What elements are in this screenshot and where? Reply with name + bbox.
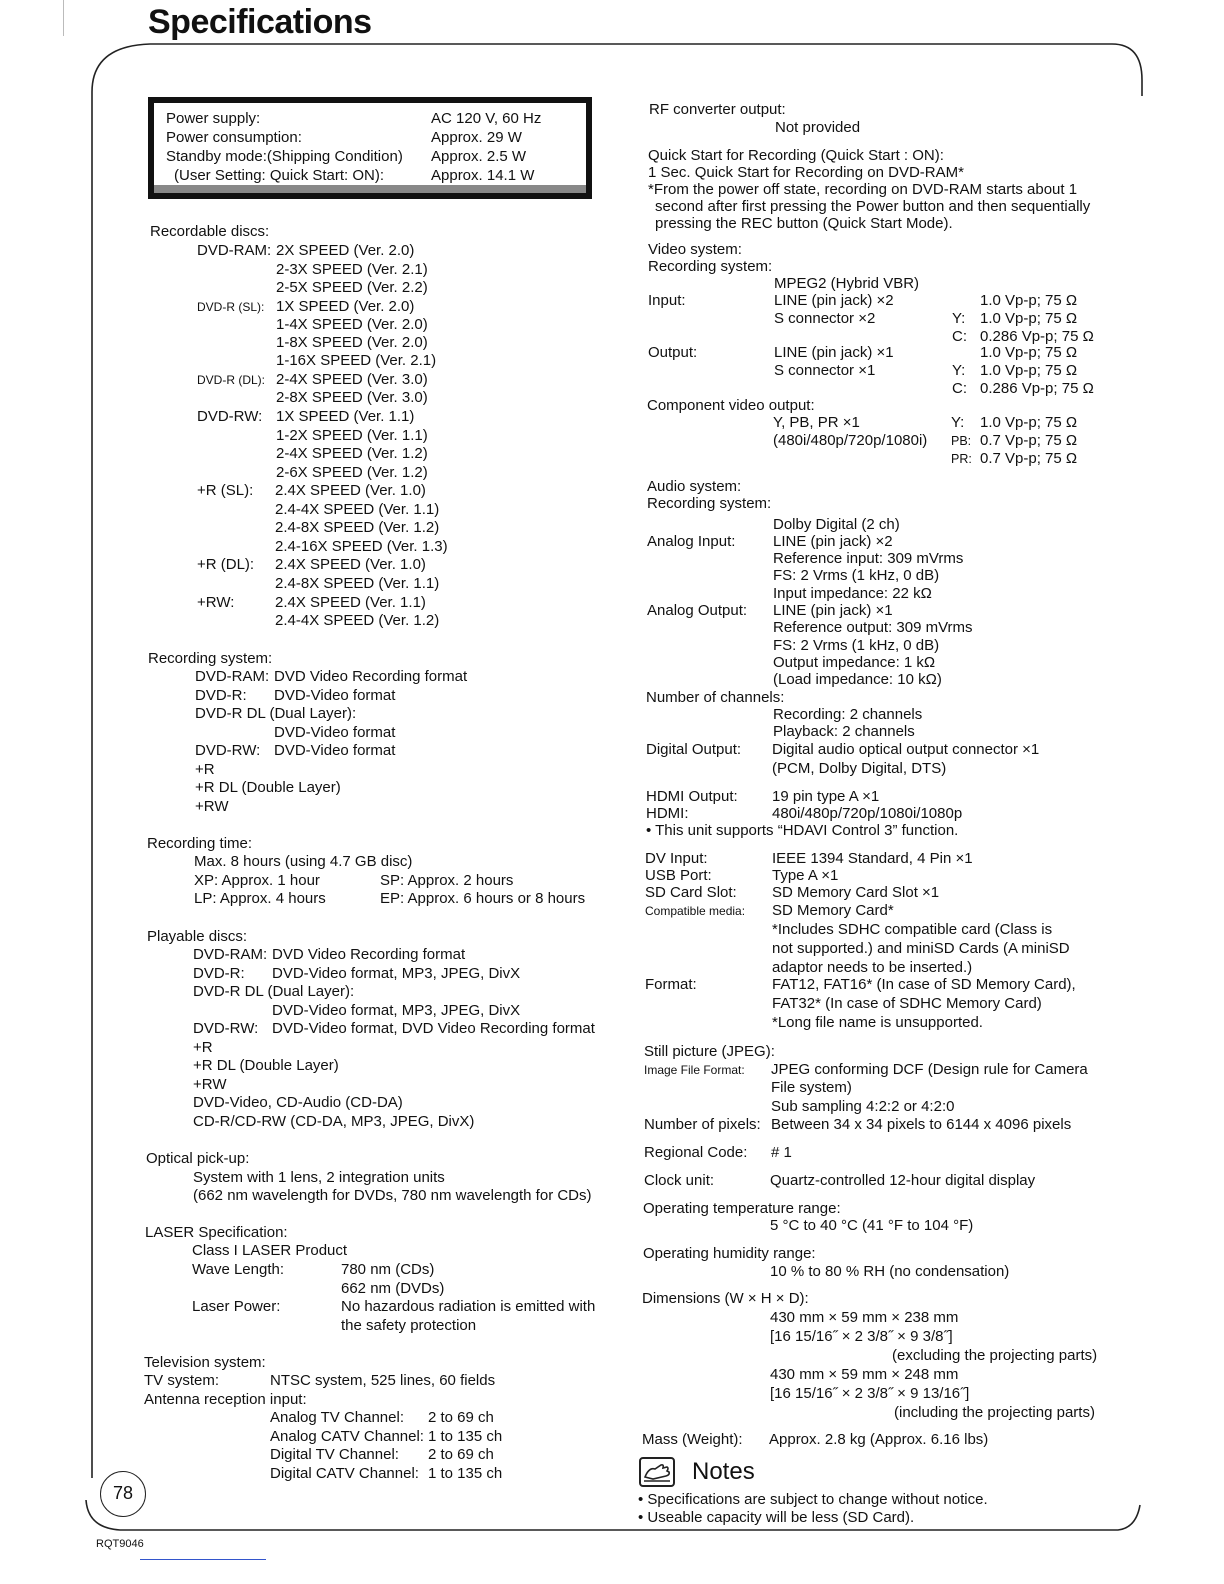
spec-value: 2.4-4X SPEED (Ver. 1.2) <box>275 612 440 629</box>
spec-value: FS: 2 Vrms (1 kHz, 0 dB) <box>773 567 940 584</box>
spec-value: Between 34 x 34 pixels to 6144 x 4096 pixels <box>771 1116 1072 1133</box>
spec-value: 480i/480p/720p/1080i/1080p <box>772 805 963 822</box>
spec-value: DVD Video Recording format <box>274 668 468 685</box>
spec-label: Recording system: <box>647 495 772 512</box>
power-value: Approx. 2.5 W <box>431 148 527 165</box>
spec-label: HDMI Output: <box>646 788 738 805</box>
spec-label: Clock unit: <box>644 1172 715 1189</box>
spec-value: S connector ×2 <box>774 310 876 327</box>
spec-label: Wave Length: <box>192 1261 284 1278</box>
spec-label: Y: <box>951 414 965 431</box>
spec-label: Output: <box>648 344 698 361</box>
spec-value: 1.0 Vp-p; 75 Ω <box>980 292 1078 309</box>
spec-value: (including the projecting parts) <box>894 1404 1095 1421</box>
spec-value: DVD-Video format, MP3, JPEG, DivX <box>272 965 521 982</box>
box-shadow <box>154 185 586 193</box>
spec-label: DVD-R DL (Dual Layer): <box>195 705 357 722</box>
spec-value: No hazardous radiation is emitted with <box>341 1298 596 1315</box>
spec-value: 1.0 Vp-p; 75 Ω <box>980 310 1078 327</box>
spec-label: Digital Output: <box>646 741 742 758</box>
spec-value: 2.4-16X SPEED (Ver. 1.3) <box>275 538 448 555</box>
spec-value: Not provided <box>775 119 861 136</box>
spec-value: S connector ×1 <box>774 362 876 379</box>
spec-value: Digital audio optical output connector ×1 <box>772 741 1040 758</box>
section-heading: Component video output: <box>647 397 815 414</box>
spec-label: Mass (Weight): <box>642 1431 743 1448</box>
spec-value: IEEE 1394 Standard, 4 Pin ×1 <box>772 850 973 867</box>
footer-line <box>140 1559 266 1560</box>
spec-value: DVD-Video format, DVD Video Recording format <box>272 1020 595 1037</box>
spec-label: Compatible media: <box>645 904 746 918</box>
spec-value: Input impedance: 22 kΩ <box>773 585 932 602</box>
spec-value: DVD-Video format <box>274 724 396 741</box>
power-label: Standby mode:(Shipping Condition) <box>166 148 403 165</box>
spec-label: DVD-RAM: <box>193 946 268 963</box>
spec-value: Max. 8 hours (using 4.7 GB disc) <box>194 853 413 870</box>
power-value: AC 120 V, 60 Hz <box>431 110 542 127</box>
spec-label: +R (DL): <box>197 556 255 573</box>
spec-label: Analog CATV Channel: <box>270 1428 424 1445</box>
spec-label: DVD-R: <box>195 687 247 704</box>
spec-value: (excluding the projecting parts) <box>892 1347 1098 1364</box>
spec-value: LP: Approx. 4 hours <box>194 890 326 907</box>
power-value: Approx. 29 W <box>431 129 522 146</box>
spec-value: 662 nm (DVDs) <box>341 1280 445 1297</box>
spec-label: +RW <box>195 798 229 815</box>
spec-value: DVD-Video format, MP3, JPEG, DivX <box>272 1002 521 1019</box>
spec-value: 0.7 Vp-p; 75 Ω <box>980 432 1078 449</box>
spec-value: MPEG2 (Hybrid VBR) <box>774 275 920 292</box>
spec-value: 1 Sec. Quick Start for Recording on DVD-RAM* <box>648 164 964 181</box>
spec-value: System with 1 lens, 2 integration units <box>193 1169 445 1186</box>
spec-value: 1.0 Vp-p; 75 Ω <box>980 344 1078 361</box>
spec-value: 1 to 135 ch <box>428 1428 503 1445</box>
spec-label: +RW: <box>197 594 235 611</box>
spec-value: pressing the REC button (Quick Start Mode). <box>655 215 953 232</box>
power-value: Approx. 14.1 W <box>431 167 535 184</box>
spec-label: TV system: <box>144 1372 220 1389</box>
spec-value: [16 15/16˝ × 2 3/8˝ × 9 3/8˝] <box>770 1328 953 1345</box>
spec-value: 1-16X SPEED (Ver. 2.1) <box>276 352 437 369</box>
spec-label: Image File Format: <box>644 1063 745 1077</box>
spec-value: LINE (pin jack) ×1 <box>773 602 893 619</box>
spec-value: FAT12, FAT16* (In case of SD Memory Card), <box>772 976 1076 993</box>
spec-value: Approx. 2.8 kg (Approx. 6.16 lbs) <box>769 1431 989 1448</box>
spec-label: Laser Power: <box>192 1298 281 1315</box>
section-heading: Recordable discs: <box>150 223 270 240</box>
spec-value: second after first pressing the Power button and then sequentially <box>655 198 1091 215</box>
spec-value: DVD-Video, CD-Audio (CD-DA) <box>193 1094 403 1111</box>
spec-value: DVD Video Recording format <box>272 946 466 963</box>
spec-value: 1X SPEED (Ver. 1.1) <box>276 408 415 425</box>
spec-label: DVD-R (DL): <box>197 373 265 387</box>
spec-label: DV Input: <box>645 850 708 867</box>
spec-value: Dolby Digital (2 ch) <box>773 516 900 533</box>
section-heading: Optical pick-up: <box>146 1150 250 1167</box>
spec-label: C: <box>952 380 967 397</box>
spec-value: # 1 <box>771 1144 792 1161</box>
section-heading: Dimensions (W × H × D): <box>642 1290 809 1307</box>
spec-value: the safety protection <box>341 1317 477 1334</box>
spec-value: File system) <box>771 1079 852 1096</box>
spec-label: Format: <box>645 976 697 993</box>
spec-value: not supported.) and miniSD Cards (A miniSD <box>772 940 1070 957</box>
spec-value: 2-3X SPEED (Ver. 2.1) <box>276 261 428 278</box>
spec-label: +R <box>195 761 215 778</box>
spec-value: Sub sampling 4:2:2 or 4:2:0 <box>771 1098 955 1115</box>
section-heading: Audio system: <box>647 478 742 495</box>
spec-value: adaptor needs to be inserted.) <box>772 959 973 976</box>
spec-value: 2-6X SPEED (Ver. 1.2) <box>276 464 428 481</box>
spec-value: [16 15/16˝ × 2 3/8˝ × 9 13/16˝] <box>770 1385 970 1402</box>
spec-label: DVD-RW: <box>193 1020 259 1037</box>
spec-label: Regional Code: <box>644 1144 748 1161</box>
spec-value: 0.286 Vp-p; 75 Ω <box>980 380 1094 397</box>
spec-label: Antenna reception input: <box>144 1391 307 1408</box>
spec-value: SD Memory Card* <box>772 902 894 919</box>
note-item: • Useable capacity will be less (SD Card). <box>638 1509 915 1526</box>
spec-label: SD Card Slot: <box>645 884 737 901</box>
spec-value: (PCM, Dolby Digital, DTS) <box>772 760 947 777</box>
spec-value: FAT32* (In case of SDHC Memory Card) <box>772 995 1042 1012</box>
spec-value: 2-8X SPEED (Ver. 3.0) <box>276 389 428 406</box>
spec-label: Y: <box>952 362 966 379</box>
spec-value: 1-8X SPEED (Ver. 2.0) <box>276 334 428 351</box>
spec-value: 2.4-8X SPEED (Ver. 1.2) <box>275 519 440 536</box>
spec-value: Y, PB, PR ×1 <box>773 414 860 431</box>
spec-value: 780 nm (CDs) <box>341 1261 435 1278</box>
spec-label: Recording system: <box>648 258 773 275</box>
spec-value: FS: 2 Vrms (1 kHz, 0 dB) <box>773 637 940 654</box>
spec-label: USB Port: <box>645 867 712 884</box>
spec-value: 1X SPEED (Ver. 2.0) <box>276 298 415 315</box>
spec-value: 2.4X SPEED (Ver. 1.1) <box>275 594 426 611</box>
spec-value: *Includes SDHC compatible card (Class is <box>772 921 1053 938</box>
spec-value: 0.7 Vp-p; 75 Ω <box>980 450 1078 467</box>
spec-value: 1-2X SPEED (Ver. 1.1) <box>276 427 428 444</box>
spec-value: (662 nm wavelength for DVDs, 780 nm wavelength for CDs) <box>193 1187 592 1204</box>
spec-value: 430 mm × 59 mm × 248 mm <box>770 1366 959 1383</box>
section-heading: Recording system: <box>148 650 273 667</box>
note-item: • Specifications are subject to change without notice. <box>638 1491 988 1508</box>
spec-value: 1.0 Vp-p; 75 Ω <box>980 414 1078 431</box>
spec-value: LINE (pin jack) ×1 <box>774 344 894 361</box>
power-label: Power supply: <box>166 110 261 127</box>
spec-label: PB: <box>951 434 972 448</box>
spec-value: 0.286 Vp-p; 75 Ω <box>980 328 1094 345</box>
spec-label: DVD-R DL (Dual Layer): <box>193 983 355 1000</box>
spec-value: Quartz-controlled 12-hour digital display <box>770 1172 1036 1189</box>
section-heading: Operating humidity range: <box>643 1245 816 1262</box>
spec-label: DVD-RW: <box>195 742 261 759</box>
spec-value: Reference output: 309 mVrms <box>773 619 973 636</box>
spec-value: (Load impedance: 10 kΩ) <box>773 671 942 688</box>
spec-label: +R DL (Double Layer) <box>193 1057 339 1074</box>
spec-label: DVD-R (SL): <box>197 300 265 314</box>
spec-value: NTSC system, 525 lines, 60 fields <box>270 1372 496 1389</box>
spec-value: Playback: 2 channels <box>773 723 915 740</box>
spec-label: Input: <box>648 292 686 309</box>
spec-value: Type A ×1 <box>772 867 839 884</box>
spec-label: Analog Input: <box>647 533 736 550</box>
spec-label: Analog TV Channel: <box>270 1409 404 1426</box>
spec-value: JPEG conforming DCF (Design rule for Camera <box>771 1061 1088 1078</box>
spec-value: SD Memory Card Slot ×1 <box>772 884 940 901</box>
spec-label: C: <box>952 328 967 345</box>
spec-value: Class I LASER Product <box>192 1242 348 1259</box>
section-heading: Still picture (JPEG): <box>644 1043 775 1060</box>
spec-label: Y: <box>952 310 966 327</box>
spec-value: 2.4X SPEED (Ver. 1.0) <box>275 556 426 573</box>
spec-value: 2-5X SPEED (Ver. 2.2) <box>276 279 428 296</box>
spec-value: 430 mm × 59 mm × 238 mm <box>770 1309 959 1326</box>
section-heading: Video system: <box>648 241 742 258</box>
document-code: RQT9046 <box>96 1538 144 1550</box>
spec-value: 1-4X SPEED (Ver. 2.0) <box>276 316 428 333</box>
page-number: 78 <box>100 1471 146 1517</box>
spec-value: 1.0 Vp-p; 75 Ω <box>980 362 1078 379</box>
spec-value: 2 to 69 ch <box>428 1409 494 1426</box>
section-heading: RF converter output: <box>649 101 786 118</box>
spec-value: 2 to 69 ch <box>428 1446 494 1463</box>
power-label: (User Setting: Quick Start: ON): <box>174 167 385 184</box>
spec-value: *From the power off state, recording on DVD-RAM starts about 1 <box>648 181 1078 198</box>
spec-label: DVD-RAM: <box>197 242 272 259</box>
section-heading: LASER Specification: <box>145 1224 288 1241</box>
page-title: Specifications <box>148 3 372 41</box>
spec-value: Reference input: 309 mVrms <box>773 550 964 567</box>
spec-label: Analog Output: <box>647 602 748 619</box>
spec-value: 2-4X SPEED (Ver. 1.2) <box>276 445 428 462</box>
spec-value: 10 % to 80 % RH (no condensation) <box>770 1263 1010 1280</box>
margin-line <box>63 0 64 36</box>
spec-label: Number of pixels: <box>644 1116 761 1133</box>
spec-value: LINE (pin jack) ×2 <box>773 533 893 550</box>
section-heading: Playable discs: <box>147 928 248 945</box>
spec-value: 2X SPEED (Ver. 2.0) <box>276 242 415 259</box>
spec-label: +RW <box>193 1076 227 1093</box>
spec-value: 2.4-4X SPEED (Ver. 1.1) <box>275 501 440 518</box>
spec-value: (480i/480p/720p/1080i) <box>773 432 928 449</box>
spec-value: Recording: 2 channels <box>773 706 923 723</box>
spec-value: 19 pin type A ×1 <box>772 788 880 805</box>
spec-label: PR: <box>951 452 972 466</box>
spec-value: 2.4-8X SPEED (Ver. 1.1) <box>275 575 440 592</box>
spec-label: DVD-RAM: <box>195 668 270 685</box>
spec-value: LINE (pin jack) ×2 <box>774 292 894 309</box>
spec-label: HDMI: <box>646 805 689 822</box>
section-heading: Quick Start for Recording (Quick Start : ON): <box>648 147 944 164</box>
spec-label: Digital TV Channel: <box>270 1446 399 1463</box>
spec-label: DVD-R: <box>193 965 245 982</box>
notes-title: Notes <box>692 1458 755 1485</box>
spec-value: Output impedance: 1 kΩ <box>773 654 936 671</box>
spec-value: 2-4X SPEED (Ver. 3.0) <box>276 371 428 388</box>
section-heading: Operating temperature range: <box>643 1200 841 1217</box>
spec-value: SP: Approx. 2 hours <box>380 872 514 889</box>
notes-hand-icon <box>639 1457 675 1487</box>
spec-label: DVD-RW: <box>197 408 263 425</box>
section-heading: Number of channels: <box>646 689 785 706</box>
spec-value: 5 °C to 40 °C (41 °F to 104 °F) <box>770 1217 974 1234</box>
spec-label: +R DL (Double Layer) <box>195 779 341 796</box>
power-label: Power consumption: <box>166 129 302 146</box>
spec-value: *Long file name is unsupported. <box>772 1014 983 1031</box>
spec-value: XP: Approx. 1 hour <box>194 872 320 889</box>
spec-value: EP: Approx. 6 hours or 8 hours <box>380 890 586 907</box>
section-heading: Television system: <box>144 1354 266 1371</box>
spec-value: DVD-Video format <box>274 742 396 759</box>
spec-label: Digital CATV Channel: <box>270 1465 419 1482</box>
spec-label: +R <box>193 1039 213 1056</box>
spec-value: 1 to 135 ch <box>428 1465 503 1482</box>
spec-note: • This unit supports “HDAVI Control 3” function. <box>646 822 959 839</box>
section-heading: Recording time: <box>147 835 253 852</box>
spec-value: CD-R/CD-RW (CD-DA, MP3, JPEG, DivX) <box>193 1113 475 1130</box>
spec-value: DVD-Video format <box>274 687 396 704</box>
spec-value: 2.4X SPEED (Ver. 1.0) <box>275 482 426 499</box>
spec-label: +R (SL): <box>197 482 254 499</box>
